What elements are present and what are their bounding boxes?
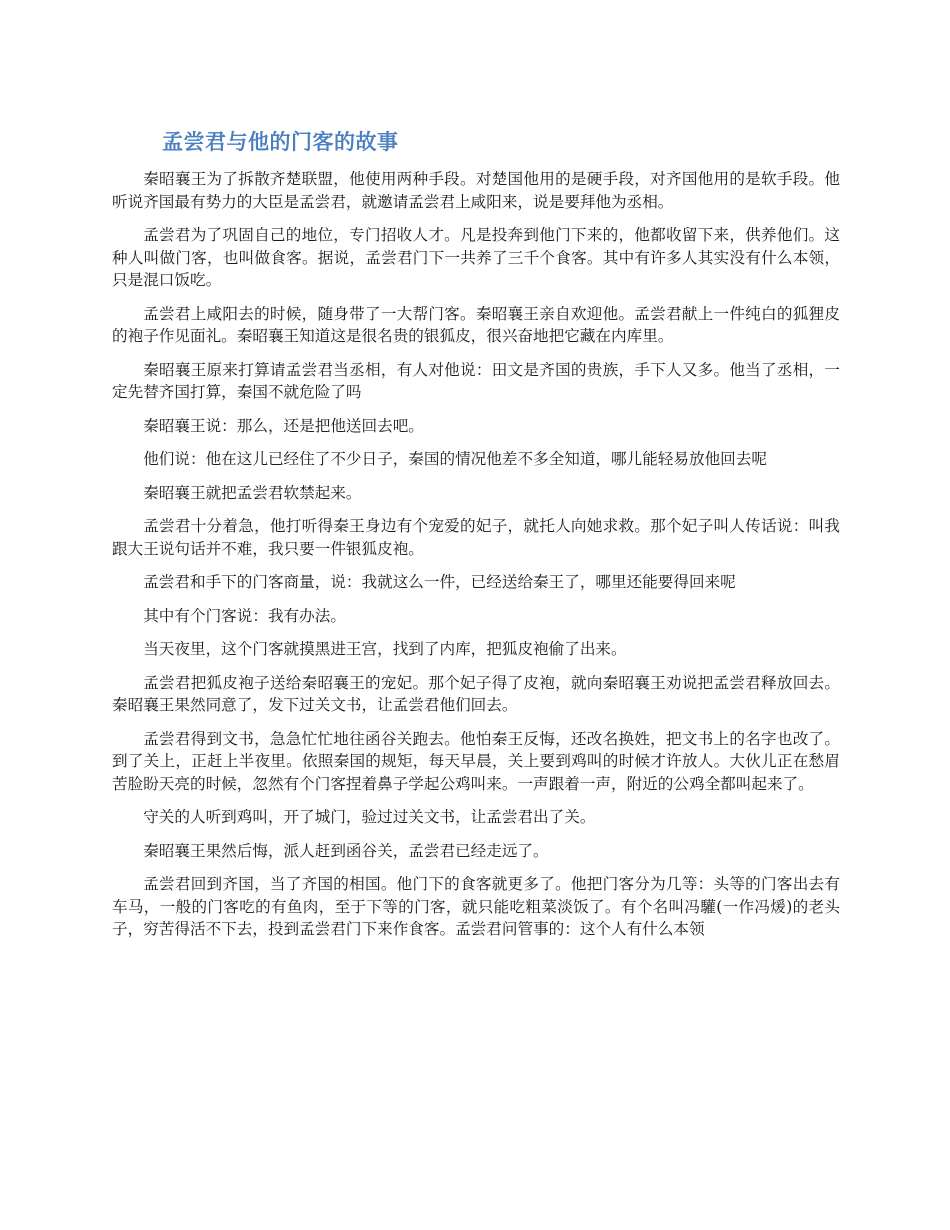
paragraph: 秦昭襄王原来打算请孟尝君当丞相，有人对他说：田文是齐国的贵族，手下人又多。他当了丞相，一定先替齐国打算，秦国不就危险了吗 — [112, 360, 840, 401]
document-page — [112, 126, 840, 952]
paragraph: 孟尝君为了巩固自己的地位，专门招收人才。凡是投奔到他门下来的，他都收留下来，供养他们。这种人叫做门客，也叫做食客。据说，孟尝君门下一共养了三千个食客。其中有许多人其实没有什么本领，只是混口饭吃。 — [112, 226, 840, 289]
paragraph: 孟尝君把狐皮袍子送给秦昭襄王的宠妃。那个妃子得了皮袍，就向秦昭襄王劝说把孟尝君释放回去。秦昭襄王果然同意了，发下过关文书，让孟尝君他们回去。 — [112, 673, 840, 714]
paragraph: 孟尝君十分着急，他打听得秦王身边有个宠爱的妃子，就托人向她求救。那个妃子叫人传话说：叫我跟大王说句话并不难，我只要一件银狐皮袍。 — [112, 517, 840, 558]
paragraph: 其中有个门客说：我有办法。 — [143, 606, 346, 625]
paragraph: 孟尝君回到齐国，当了齐国的相国。他门下的食客就更多了。他把门客分为几等：头等的门客出去有车马，一般的门客吃的有鱼肉，至于下等的门客，就只能吃粗菜淡饭了。有个名叫冯驩(一作冯煖)的老头子，穷苦得活不下去，投到孟尝君门下来作食客。孟尝君问管事的：这个人有什么本领 — [112, 875, 840, 938]
paragraph: 秦昭襄王为了拆散齐楚联盟，他使用两种手段。对楚国他用的是硬手段，对齐国他用的是软手段。他听说齐国最有势力的大臣是孟尝君，就邀请孟尝君上咸阳来，说是要拜他为丞相。 — [112, 170, 840, 211]
paragraph: 孟尝君上咸阳去的时候，随身带了一大帮门客。秦昭襄王亲自欢迎他。孟尝君献上一件纯白的狐狸皮的袍子作见面礼。秦昭襄王知道这是很名贵的银狐皮，很兴奋地把它藏在内库里。 — [112, 304, 840, 345]
paragraph: 孟尝君和手下的门客商量，说：我就这么一件，已经送给秦王了，哪里还能要得回来呢 — [143, 573, 736, 591]
paragraph: 秦昭襄王就把孟尝君软禁起来。 — [143, 483, 362, 502]
paragraph: 孟尝君得到文书，急急忙忙地往函谷关跑去。他怕秦王反悔，还改名换姓，把文书上的名字也改了。到了关上，正赶上半夜里。依照秦国的规矩，每天早晨，关上要到鸡叫的时候才许放人。大伙儿正在愁眉苦脸盼天亮的时候，忽然有个门客捏着鼻子学起公鸡叫来。一声跟着一声，附近的公鸡全都叫起来了。 — [112, 729, 840, 793]
document-title: 孟尝君与他的门客的故事 — [162, 130, 399, 154]
paragraph: 守关的人听到鸡叫，开了城门，验过过关文书，让孟尝君出了关。 — [143, 808, 596, 826]
paragraph: 秦昭襄王果然后悔，派人赶到函谷关，孟尝君已经走远了。 — [143, 841, 549, 860]
paragraph: 秦昭襄王说：那么，还是把他送回去吧。 — [143, 416, 424, 435]
paragraph: 当天夜里，这个门客就摸黑进王宫，找到了内库，把狐皮袍偷了出来。 — [143, 640, 627, 658]
paragraph: 他们说：他在这儿已经住了不少日子，秦国的情况他差不多全知道，哪儿能轻易放他回去呢 — [143, 450, 767, 468]
